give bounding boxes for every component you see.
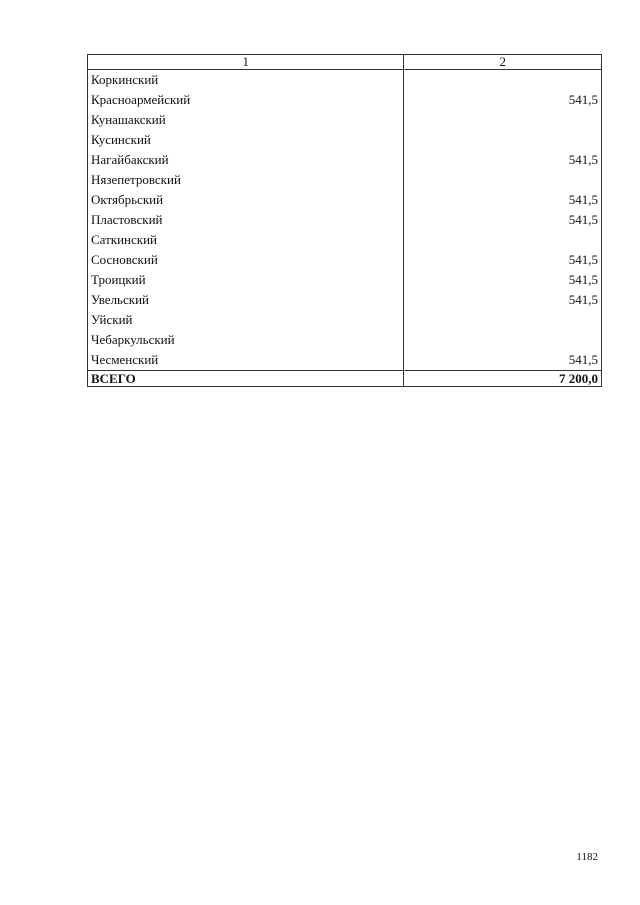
page-number: 1182 bbox=[576, 851, 598, 863]
district-name: Коркинский bbox=[88, 70, 404, 91]
header-row bbox=[88, 55, 602, 70]
district-name: Нязепетровский bbox=[88, 170, 404, 190]
district-name: Октябрьский bbox=[88, 190, 404, 210]
table-row bbox=[88, 150, 602, 170]
district-value bbox=[404, 230, 602, 250]
total-value: 7 200,0 bbox=[404, 371, 602, 387]
district-name: Уйский bbox=[88, 310, 404, 330]
district-name: Сосновский bbox=[88, 250, 404, 270]
table-row bbox=[88, 270, 602, 290]
total-row bbox=[88, 371, 602, 387]
table-row bbox=[88, 290, 602, 310]
total-label: ВСЕГО bbox=[88, 371, 404, 387]
district-value: 541,5 bbox=[404, 90, 602, 110]
district-name: Саткинский bbox=[88, 230, 404, 250]
table-row bbox=[88, 190, 602, 210]
district-value bbox=[404, 170, 602, 190]
district-name: Пластовский bbox=[88, 210, 404, 230]
table-row bbox=[88, 350, 602, 371]
district-name: Красноармейский bbox=[88, 90, 404, 110]
district-value: 541,5 bbox=[404, 150, 602, 170]
table-row bbox=[88, 210, 602, 230]
district-value: 541,5 bbox=[404, 250, 602, 270]
table-row bbox=[88, 230, 602, 250]
district-value: 541,5 bbox=[404, 350, 602, 371]
column-header-2: 2 bbox=[404, 55, 602, 70]
table-row bbox=[88, 170, 602, 190]
district-value: 541,5 bbox=[404, 290, 602, 310]
table-row bbox=[88, 330, 602, 350]
table-row bbox=[88, 90, 602, 110]
district-value: 541,5 bbox=[404, 190, 602, 210]
district-value: 541,5 bbox=[404, 270, 602, 290]
district-value bbox=[404, 330, 602, 350]
table-row bbox=[88, 310, 602, 330]
district-name: Чебаркульский bbox=[88, 330, 404, 350]
district-name: Увельский bbox=[88, 290, 404, 310]
column-header-1: 1 bbox=[88, 55, 404, 70]
district-name: Нагайбакский bbox=[88, 150, 404, 170]
table-row bbox=[88, 70, 602, 91]
district-name: Кунашакский bbox=[88, 110, 404, 130]
district-value bbox=[404, 130, 602, 150]
district-value bbox=[404, 70, 602, 91]
budget-table bbox=[87, 54, 602, 387]
district-value bbox=[404, 310, 602, 330]
table-row bbox=[88, 250, 602, 270]
table-row bbox=[88, 110, 602, 130]
district-value: 541,5 bbox=[404, 210, 602, 230]
district-name: Чесменский bbox=[88, 350, 404, 371]
district-value bbox=[404, 110, 602, 130]
table-row bbox=[88, 130, 602, 150]
district-name: Троицкий bbox=[88, 270, 404, 290]
district-name: Кусинский bbox=[88, 130, 404, 150]
